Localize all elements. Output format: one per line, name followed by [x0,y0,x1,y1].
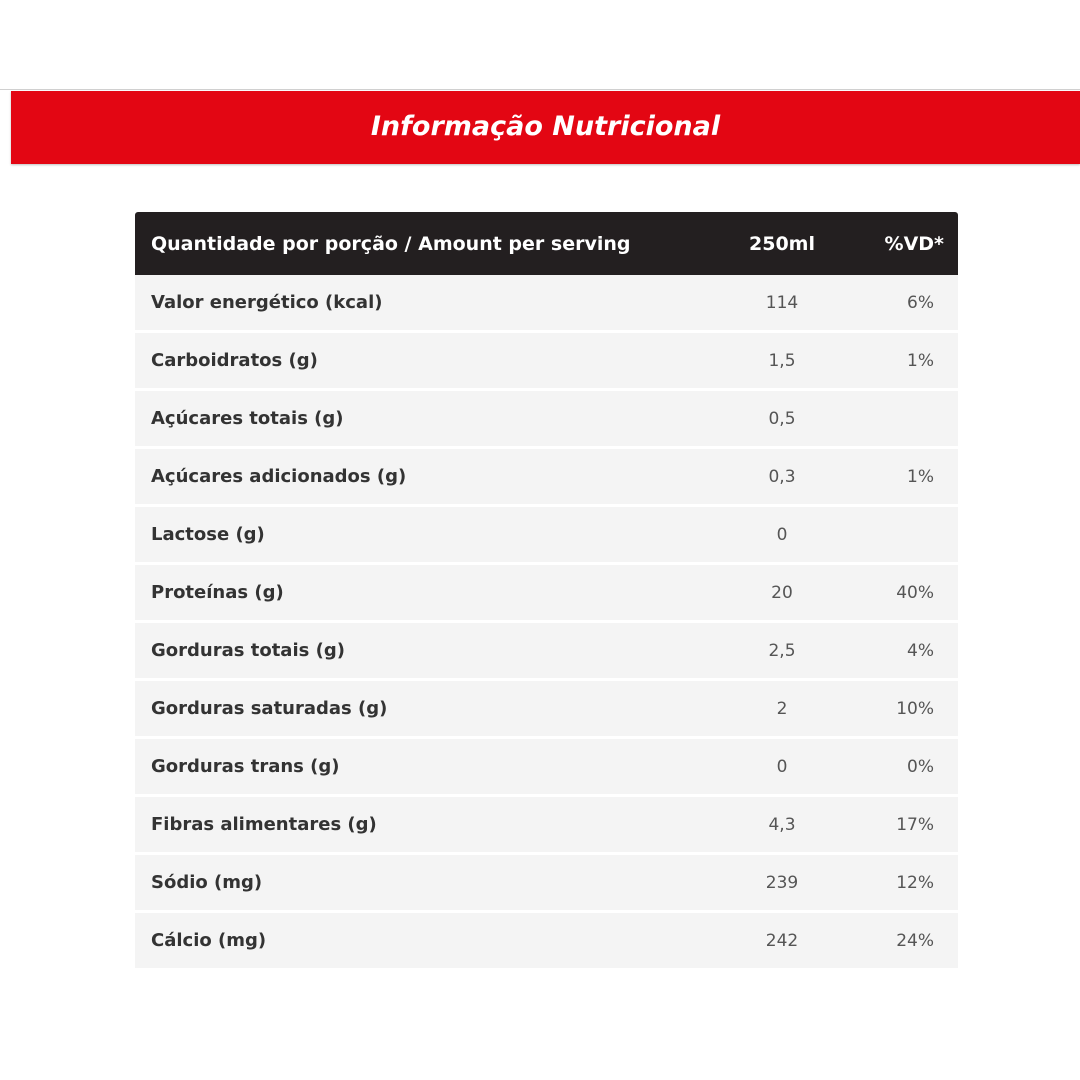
table-row [135,564,958,622]
nutrient-daily-value: 40% [832,564,958,622]
nutrient-daily-value: 10% [832,680,958,738]
nutrient-daily-value [832,390,958,448]
banner-title: Informação Nutricional [370,111,721,142]
title-banner [11,91,1080,164]
nutrient-name: Gorduras trans (g) [135,738,732,796]
nutrient-amount: 0 [732,738,832,796]
nutrient-name: Açúcares adicionados (g) [135,448,732,506]
nutrient-name: Gorduras totais (g) [135,622,732,680]
nutrient-daily-value: 0% [832,738,958,796]
nutrient-amount: 20 [732,564,832,622]
table-row [135,738,958,796]
nutrient-daily-value [832,506,958,564]
nutrient-amount: 242 [732,912,832,970]
table-row [135,854,958,912]
nutrient-name: Lactose (g) [135,506,732,564]
table-row [135,448,958,506]
nutrient-daily-value: 4% [832,622,958,680]
nutrient-daily-value: 6% [832,275,958,332]
nutrient-amount: 0,5 [732,390,832,448]
header-amount: 250ml [732,212,832,275]
table-row [135,912,958,970]
nutrient-daily-value: 1% [832,332,958,390]
header-nutrient: Quantidade por porção / Amount per serving [135,212,732,275]
table-row [135,622,958,680]
nutrient-name: Carboidratos (g) [135,332,732,390]
nutrient-daily-value: 1% [832,448,958,506]
nutrient-amount: 1,5 [732,332,832,390]
table-row [135,390,958,448]
nutrition-table [135,212,958,971]
nutrient-amount: 4,3 [732,796,832,854]
nutrient-name: Proteínas (g) [135,564,732,622]
nutrient-amount: 239 [732,854,832,912]
nutrient-amount: 0 [732,506,832,564]
table-row [135,506,958,564]
header-daily-value: %VD* [832,212,958,275]
table-row [135,796,958,854]
nutrient-name: Sódio (mg) [135,854,732,912]
nutrient-amount: 2 [732,680,832,738]
table-row [135,275,958,332]
nutrient-amount: 2,5 [732,622,832,680]
nutrient-name: Açúcares totais (g) [135,390,732,448]
nutrient-amount: 114 [732,275,832,332]
nutrient-daily-value: 17% [832,796,958,854]
nutrient-name: Valor energético (kcal) [135,275,732,332]
table-row [135,332,958,390]
top-divider [0,89,1080,90]
nutrient-name: Fibras alimentares (g) [135,796,732,854]
nutrient-daily-value: 12% [832,854,958,912]
table-header-row [135,212,958,275]
nutrient-daily-value: 24% [832,912,958,970]
nutrient-name: Gorduras saturadas (g) [135,680,732,738]
nutrient-name: Cálcio (mg) [135,912,732,970]
table-row [135,680,958,738]
nutrient-amount: 0,3 [732,448,832,506]
